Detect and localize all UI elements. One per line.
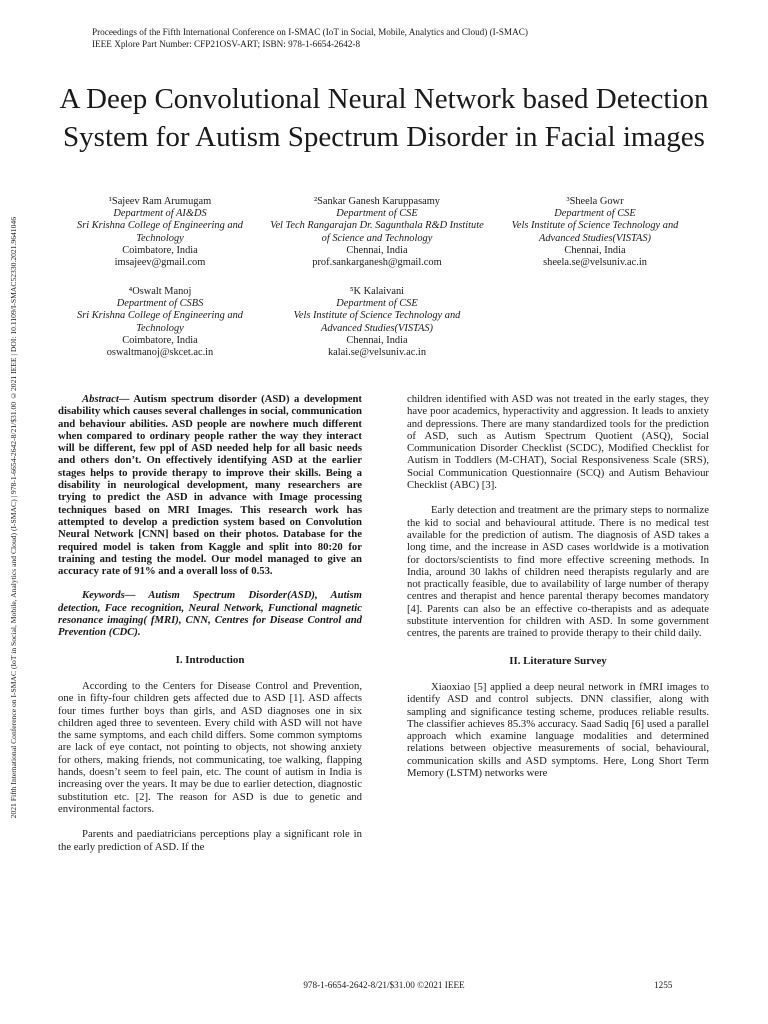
- intro-paragraph-2: Parents and paediatricians perceptions play a significant role in the early prediction of ASD. If the: [58, 828, 362, 853]
- author-dept: Department of CSE: [554, 208, 636, 220]
- author-inst: Vels Institute of Science Technology and Advanced Studies(VISTAS): [511, 220, 679, 244]
- author-email: prof.sankarganesh@gmail.com: [312, 257, 442, 269]
- proceedings-line-1: Proceedings of the Fifth International Conference on I-SMAC (IoT in Social, Mobile, Analytics and Cloud) (I-SMAC): [92, 27, 528, 37]
- footer-copyright: 978-1-6654-2642-8/21/$31.00 ©2021 IEEE: [303, 980, 465, 990]
- keywords: [58, 589, 362, 638]
- author-dept: Department of CSBS: [116, 298, 204, 310]
- author-email: imsajeev@gmail.com: [114, 257, 206, 269]
- abstract-label: Abstract—: [82, 393, 130, 405]
- author-city: Chennai, India: [346, 244, 408, 256]
- literature-paragraph-1: Xiaoxiao [5] applied a deep neural network in fMRI images to identify ASD and control subjects. DNN classifier, along with sampling and significance testing scheme, produces reliable results. The classifier achieves 85.3% accuracy. Saad Sadiq [6] used a parallel approach which examine language modalities and determined relations between objective measurements of social, behavioural, communication skills and ASD symptoms. Here, Long Short Term Memory (LSTM) networks were: [407, 680, 709, 780]
- author-email: oswaltmanoj@skcet.ac.in: [106, 347, 214, 359]
- author-city: Coimbatore, India: [122, 334, 198, 346]
- author-name: ¹Sajeev Ram Arumugam: [108, 196, 212, 207]
- left-column: [58, 393, 362, 853]
- author-name: ³Sheela Gowr: [566, 196, 624, 207]
- author-email: sheela.se@velsuniv.ac.in: [543, 257, 647, 269]
- side-citation: [3, 128, 25, 908]
- proceedings-header: [92, 26, 528, 50]
- author-block-3: [492, 196, 698, 269]
- author-name: ²Sankar Ganesh Karuppasamy: [313, 196, 441, 207]
- author-block-5: [274, 286, 480, 359]
- author-block-2: [270, 196, 484, 269]
- author-inst: Sri Krishna College of Engineering and Technology: [77, 310, 243, 334]
- paper-title: A Deep Convolutional Neural Network based Detection System for Autism Spectrum Disorder in Facial images: [59, 83, 709, 153]
- author-city: Coimbatore, India: [122, 244, 198, 256]
- author-block-1: [60, 196, 260, 269]
- author-name: ⁴Oswalt Manoj: [128, 286, 192, 297]
- section-heading-introduction: I. Introduction: [175, 653, 245, 666]
- keywords-text: Autism Spectrum Disorder(ASD), Autism detection, Face recognition, Neural Network, Functional magnetic resonance imaging( fMRI), CNN, Centres for Disease Control and Prevention (CDC).: [58, 589, 362, 639]
- author-inst: Vels Institute of Science Technology and Advanced Studies(VISTAS): [293, 310, 461, 334]
- author-email: kalai.se@velsuniv.ac.in: [327, 347, 427, 359]
- abstract-text: Autism spectrum disorder (ASD) a development disability which causes several challenges in social, communication and behaviour abilities. ASD people are nowhere much different when compared to ordinary people rather the way they interact will be different, few ppl of ASD needed help for all basic needs and others don’t. On effectively identifying ASD at the earlier stages helps to provide therapy to improve their skills. Being a disability in neurological development, many researchers are trying to predict the ASD in advance with Image processing techniques based on MRI Images. This research work has attempted to develop a prediction system based on Convolution Neural Network [CNN] based on their photos. Database for the required model is taken from Kaggle and split into 80:20 for training and testing the model. Our model managed to give an accuracy rate of 91% and a overall loss of 0.53.: [58, 393, 363, 578]
- abstract: [58, 393, 362, 577]
- author-name: ⁵K Kalaivani: [349, 286, 405, 297]
- author-city: Chennai, India: [564, 244, 626, 256]
- author-city: Chennai, India: [346, 334, 408, 346]
- proceedings-line-2: IEEE Xplore Part Number: CFP21OSV-ART; ISBN: 978-1-6654-2642-8: [92, 39, 361, 49]
- author-inst: Sri Krishna College of Engineering and Technology: [77, 220, 243, 244]
- right-column: [407, 393, 709, 779]
- author-dept: Department of CSE: [336, 208, 418, 220]
- intro-paragraph-1: According to the Centers for Disease Control and Prevention, one in fifty-four children gets affected due to ASD [1]. ASD affects four times further boys than girls, and ASD diagnoses one in six children aged three to seventeen. Every child with ASD will not have the same symptoms, and each child differs. Some common symptoms are lack of eye contact, not pointing to objects, not showing anxiety for others, making friends, not communicating, toe walking, flapping hands, doesn’t seem to feel pain, etc. The count of autism in India is increasing over the years. It may be due to earlier detection, diagnostic substitution etc. [2]. The reason for ASD is due to genetic and environmental factors.: [58, 679, 362, 815]
- author-inst: Vel Tech Rangarajan Dr. Sagunthala R&D Institute of Science and Technology: [270, 220, 484, 244]
- author-dept: Department of AI&DS: [113, 208, 207, 220]
- side-citation-text: 2021 Fifth International Conference on I-SMAC (IoT in Social, Mobile, Analytics and Cloud) (I-SMAC) | 978-1-6654-2642-8/21/$31.00 ©2021 IEEE | DOI: 10.1109/I-SMAC52330.2021.9641046: [9, 217, 18, 819]
- keywords-label: Keywords—: [82, 589, 136, 602]
- section-heading-literature-survey: II. Literature Survey: [509, 654, 607, 667]
- right-paragraph-1: children identified with ASD was not treated in the early stages, they have poor academics, hyperactivity and aggression. It leads to anxiety and depressions. There are many standardized tools for the prediction of ASD, such as Autism Spectrum Quotient (ASQ), Social Communication Disorder Checklist (SCDC), Modified Checklist for Autism in Toddlers (M-CHAT), Social Responsiveness Scale (SRS), Social Communication Questionnaire (SCQ) and Autism Behaviour Checklist (ABC) [3].: [407, 393, 709, 492]
- author-dept: Department of CSE: [336, 298, 418, 310]
- author-block-4: [60, 286, 260, 359]
- right-paragraph-2: Early detection and treatment are the primary steps to normalize the kid to social and behavioural attitude. There is no medical test available for the prediction of autism. The diagnosis of ASD takes a long time, and the increase in ASD cases worldwide is a motivation for doctors/scientists to find more effective screening methods. In India, around 30 lakhs of children need therapists regularly and are not practically feasible, due to availability of large number of therapy centres and therapist and hence parental therapy becomes mandatory [4]. Parents can also be an effective co-therapists and as adequate substitute intervention for children with ASD. In some government centres, the parents are trained to provide therapy to their child daily.: [407, 504, 709, 640]
- page-number: 1255: [654, 980, 673, 990]
